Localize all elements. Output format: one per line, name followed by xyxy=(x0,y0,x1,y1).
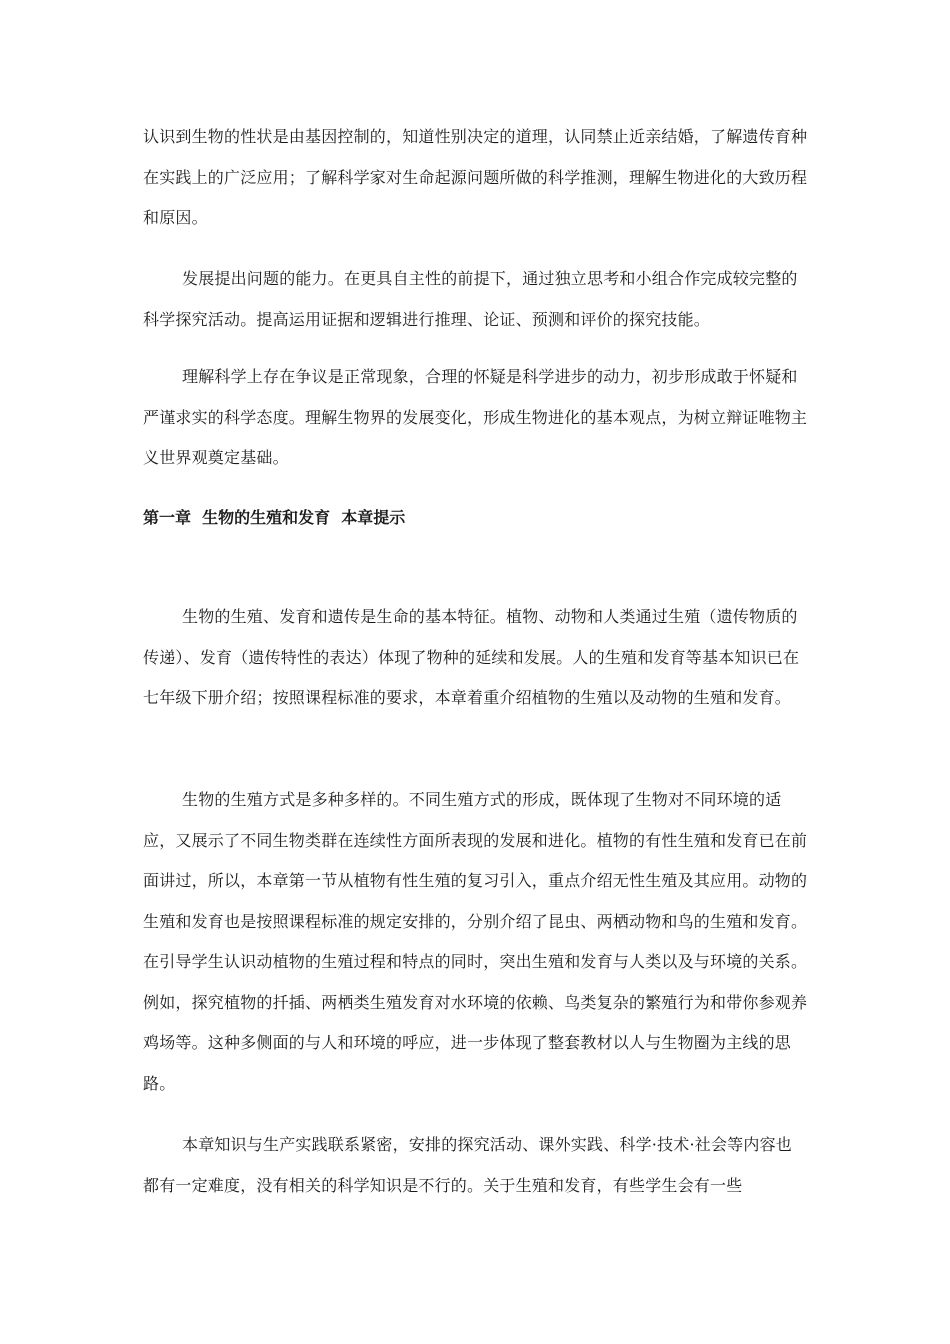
chapter-heading: 第一章 生物的生殖和发育 本章提示 xyxy=(143,508,406,527)
paragraph-inquiry-skills: 发展提出问题的能力。在更具自主性的前提下，通过独立思考和小组合作完成较完整的科学探究活动。提高运用证据和逻辑进行推理、论证、预测和评价的探究技能。 xyxy=(143,269,798,329)
paragraph-scientific-attitude: 理解科学上存在争议是正常现象，合理的怀疑是科学进步的动力，初步形成敢于怀疑和严谨求实的科学态度。理解生物界的发展变化，形成生物进化的基本观点，为树立辩证唯物主义世界观奠定基础。 xyxy=(143,367,808,467)
paragraph-traits-genetics: 认识到生物的性状是由基因控制的，知道性别决定的道理，认同禁止近亲结婚，了解遗传育种在实践上的广泛应用；了解科学家对生命起源问题所做的科学推测，理解生物进化的大致历程和原因。 xyxy=(143,127,808,227)
paragraph-reproduction-intro: 生物的生殖、发育和遗传是生命的基本特征。植物、动物和人类通过生殖（遗传物质的传递）、发育（遗传特性的表达）体现了物种的延续和发展。人的生殖和发育等基本知识已在七年级下册介绍；按照课程标准的要求，本章着重介绍植物的生殖以及动物的生殖和发育。 xyxy=(143,607,800,707)
paragraph-practice-link: 本章知识与生产实践联系紧密，安排的探究活动、课外实践、科学·技术·社会等内容也都有一定难度，没有相关的科学知识是不行的。关于生殖和发育，有些学生会有一些 xyxy=(143,1135,792,1195)
paragraph-reproduction-modes: 生物的生殖方式是多种多样的。不同生殖方式的形成，既体现了生物对不同环境的适应，又展示了不同生物类群在连续性方面所表现的发展和进化。植物的有性生殖和发育已在前面讲过，所以，本章第一节从植物有性生殖的复习引入，重点介绍无性生殖及其应用。动物的生殖和发育也是按照课程标准的规定安排的，分别介绍了昆虫、两栖动物和鸟的生殖和发育。在引导学生认识动植物的生殖过程和特点的同时，突出生殖和发育与人类以及与环境的关系。例如，探究植物的扦插、两栖类生殖发育对水环境的依赖、鸟类复杂的繁殖行为和带你参观养鸡场等。这种多侧面的与人和环境的呼应，进一步体现了整套教材以人与生物圈为主线的思路。 xyxy=(143,790,808,1093)
